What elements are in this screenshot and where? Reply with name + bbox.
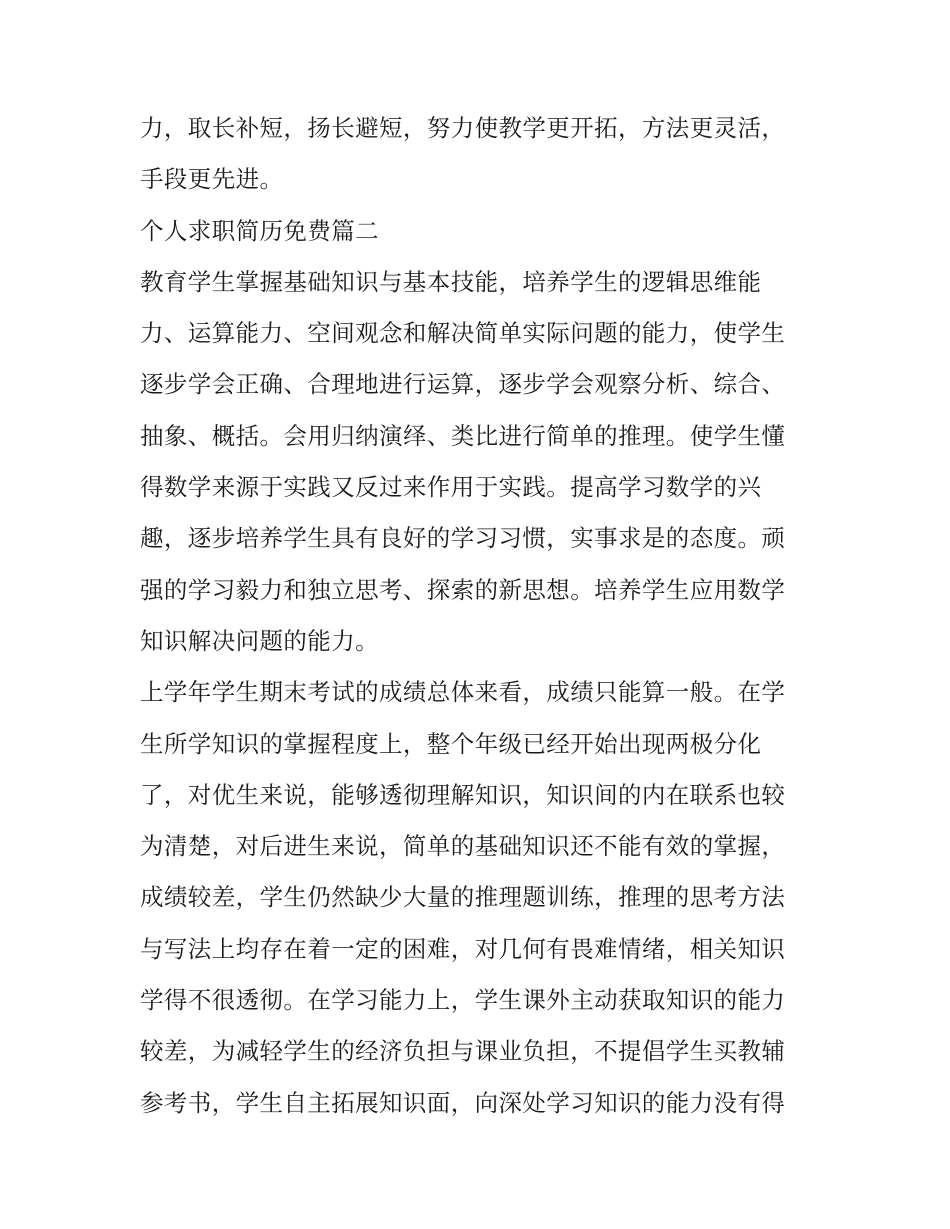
paragraph-line: 逐步学会正确、合理地进行运算，逐步学会观察分析、综合、 (140, 370, 786, 399)
paragraph-line: 抽象、概括。会用归纳演绎、类比进行简单的推理。使学生懂 (140, 421, 786, 450)
document-body (140, 107, 820, 1133)
paragraph-line: 学得不很透彻。在学习能力上，学生课外主动获取知识的能力 (140, 986, 786, 1015)
paragraph-line: 成绩较差，学生仍然缺少大量的推理题训练，推理的思考方法 (140, 883, 786, 912)
paragraph-line: 教育学生掌握基础知识与基本技能，培养学生的逻辑思维能 (140, 267, 762, 296)
paragraph-line: 与写法上均存在着一定的困难，对几何有畏难情绪，相关知识 (140, 934, 786, 963)
paragraph-line: 强的学习毅力和独立思考、探索的新思想。培养学生应用数学 (140, 575, 786, 604)
paragraph-line: 力、运算能力、空间观念和解决简单实际问题的能力，使学生 (140, 319, 786, 348)
paragraph-line: 趣，逐步培养学生具有良好的学习习惯，实事求是的态度。顽 (140, 524, 786, 553)
paragraph-line: 力，取长补短，扬长避短，努力使教学更开拓，方法更灵活， (140, 114, 786, 142)
section-heading: 个人求职简历免费篇二 (140, 216, 379, 245)
paragraph-line: 得数学来源于实践又反过来作用于实践。提高学习数学的兴 (140, 473, 762, 502)
paragraph-line: 参考书，学生自主拓展知识面，向深处学习知识的能力没有得 (140, 1088, 786, 1117)
paragraph-line: 了，对优生来说，能够透彻理解知识，知识间的内在联系也较 (140, 780, 786, 809)
paragraph-line: 知识解决问题的能力。 (140, 626, 379, 655)
paragraph-line: 手段更先进。 (140, 165, 284, 194)
paragraph-line: 较差，为减轻学生的经济负担与课业负担，不提倡学生买教辅 (140, 1037, 786, 1066)
paragraph-line: 上学年学生期末考试的成绩总体来看，成绩只能算一般。在学 (140, 678, 786, 707)
paragraph-line: 生所学知识的掌握程度上，整个年级已经开始出现两极分化 (140, 729, 762, 758)
paragraph-line: 为清楚，对后进生来说，简单的基础知识还不能有效的掌握， (140, 832, 786, 861)
